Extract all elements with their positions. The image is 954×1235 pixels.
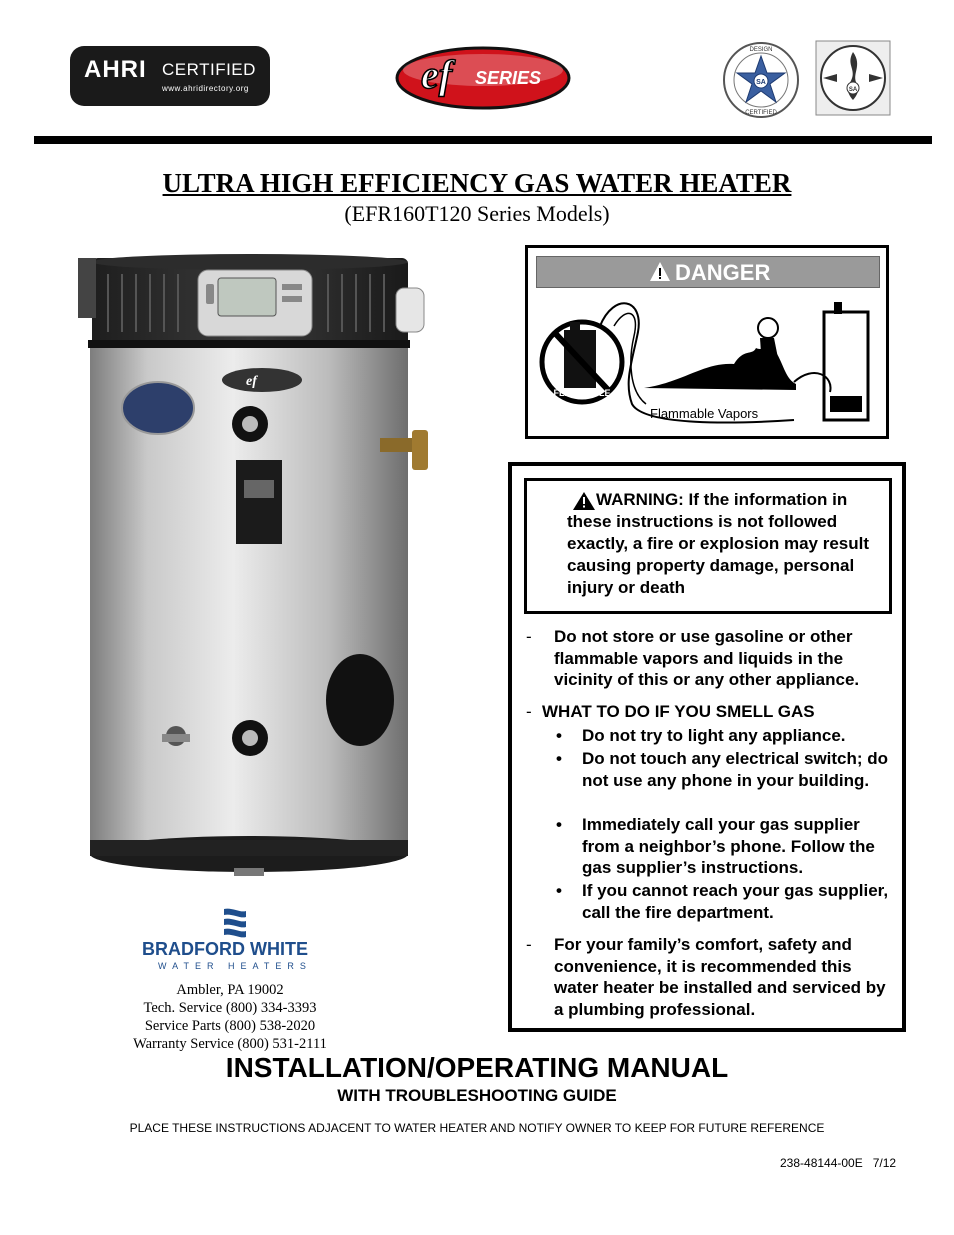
document-title: ULTRA HIGH EFFICIENCY GAS WATER HEATER: [162, 168, 792, 198]
contact-address: Ambler, PA 19002: [176, 982, 284, 998]
header-rule: [34, 136, 932, 144]
danger-header-bar: [536, 256, 880, 288]
warning-panel: WARNING: If the information in these instructions is not followed exactly, a fire or explosion may result causing property damage, personal injury or death - Do not store or use gasoline or other flammable vapors and liquids in the vicinity of this or any other appliance. - WHAT TO DO IF YOU SMELL GAS • Do not try to light any appliance. • Do not touch any electrical switch; do not use any phone in your building. • Immediately call your gas supplier from a neighbor’s phone. Follow the gas supplier’s instructions. • If you cannot reach your gas supplier, call the fire department. - For your family’s comfort, safety and convenience, it is recommended this water heater be installed and serviced by a plumbing professional.: [508, 462, 906, 1032]
document-subtitle: (EFR160T120 Series Models): [344, 201, 610, 226]
svg-text:SA: SA: [848, 87, 858, 93]
warning-text: WARNING: If the information in these instructions is not followed exactly, a fire or explosion may result causing property damage, personal injury or death: [567, 490, 870, 597]
warning-item-text: Do not store or use gasoline or other flammable vapors and liquids in the vicinity of this or any other appliance.: [554, 627, 860, 689]
danger-panel: [525, 245, 889, 439]
warning-triangle-icon: [649, 261, 671, 283]
warning-box: [524, 478, 892, 614]
manual-title: INSTALLATION/OPERATING MANUAL: [225, 1052, 729, 1083]
svg-text:ef: ef: [421, 52, 453, 97]
bradford-white-logo: [128, 905, 338, 977]
svg-text:ef: ef: [246, 374, 257, 389]
contact-tech-service: Tech. Service (800) 334-3393: [143, 1000, 317, 1016]
ahri-certified-label: CERTIFIED: [162, 60, 256, 79]
contact-warranty-service: Warranty Service (800) 531-2111: [133, 1036, 327, 1052]
warning-item-text: For your family’s comfort, safety and convenience, it is recommended this water heater be installed and serviced by a plumbing professional.: [554, 935, 886, 1019]
csa-flame-seal: [815, 40, 891, 116]
contact-service-parts: Service Parts (800) 538-2020: [144, 1018, 316, 1034]
ahri-mark: AHRI: [84, 56, 147, 83]
smell-gas-heading: WHAT TO DO IF YOU SMELL GAS: [542, 702, 815, 721]
flammable-label: FLAMMABLE: [553, 388, 611, 398]
danger-label: DANGER: [675, 260, 771, 285]
svg-text:SA: SA: [756, 79, 766, 86]
csa-design-certified-seal: [720, 40, 802, 120]
svg-text:DESIGN: DESIGN: [749, 47, 773, 53]
flammable-vapors-illustration: [534, 292, 884, 432]
ahri-certified-logo: [70, 46, 270, 106]
flammable-vapors-label: Flammable Vapors: [650, 406, 759, 421]
svg-text:CERTIFIED: CERTIFIED: [745, 110, 777, 116]
document-number: 238-48144-00E 7/12: [780, 1156, 897, 1170]
ef-series-text: SERIES: [475, 68, 542, 88]
ef-series-logo: [393, 40, 573, 112]
bradford-white-tagline: WATER HEATERS: [158, 961, 312, 971]
placement-note: PLACE THESE INSTRUCTIONS ADJACENT TO WATER HEATER AND NOTIFY OWNER TO KEEP FOR FUTURE REFERENCE: [129, 1121, 825, 1135]
water-heater-image: [78, 248, 454, 888]
ahri-url: www.ahridirectory.org: [162, 84, 249, 93]
manual-subtitle: WITH TROUBLESHOOTING GUIDE: [337, 1086, 617, 1105]
bradford-white-name: BRADFORD WHITE: [142, 939, 308, 959]
